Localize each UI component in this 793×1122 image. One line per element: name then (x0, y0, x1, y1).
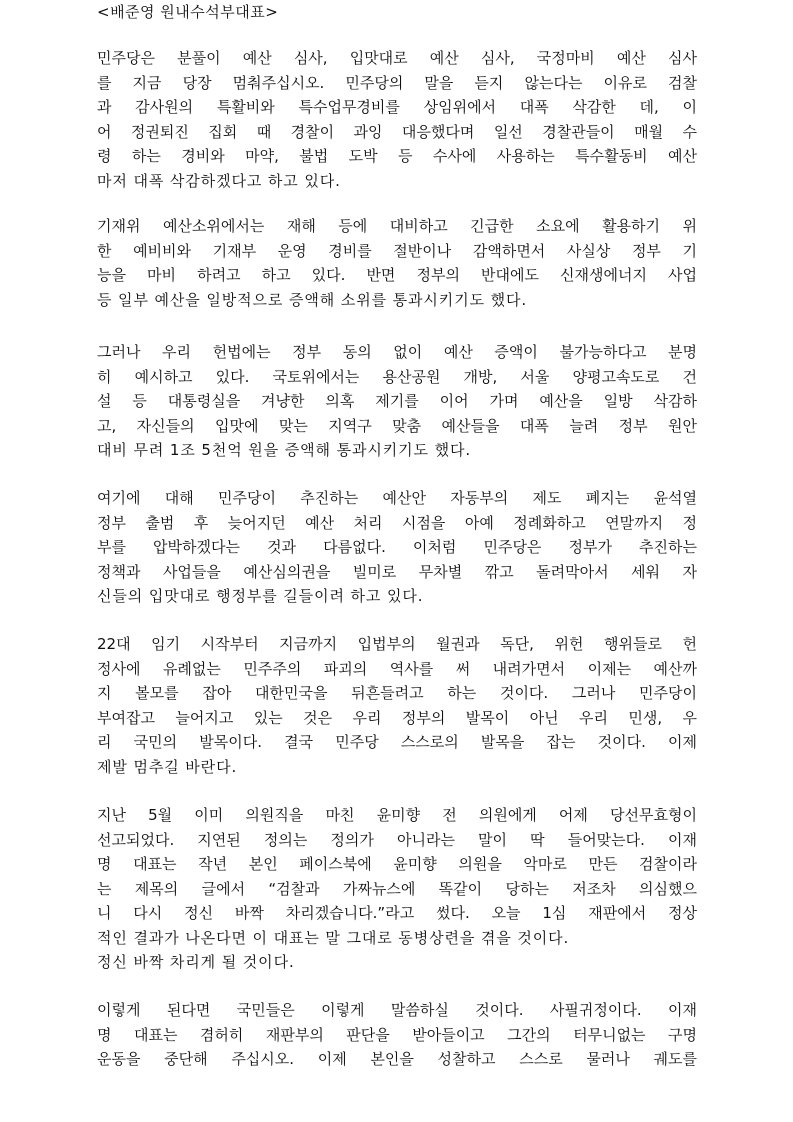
paragraph-5 (97, 632, 697, 779)
paragraph-line: 과 감사원의 특활비와 특수업무경비를 상임위에서 대폭 삭감한 데, 이 (97, 98, 697, 116)
paragraph-line: 기재위 예산소위에서는 재해 등에 대비하고 긴급한 소요에 활용하기 위 (97, 217, 697, 235)
paragraph-line: 정부 출범 후 늦어지던 예산 처리 시점을 아예 정례화하고 연말까지 정 (97, 513, 697, 532)
paragraph-line: 지 볼모를 잡아 대한민국을 뒤흔들려고 하는 것이다. 그러나 민주당이 (97, 684, 697, 702)
paragraph-line: 부를 압박하겠다는 것과 다름없다. 이처럼 민주당은 정부가 추진하는 (97, 538, 697, 556)
paragraph-3 (97, 340, 697, 463)
paragraph-line: 명 대표는 작년 본인 페이스북에 윤미향 의원을 악마로 만든 검찰이라 (97, 855, 697, 873)
paragraph-line: 정신 바짝 차리게 될 것이다. (97, 953, 295, 971)
paragraph-line: 고, 자신들의 입맛에 맞는 지역구 맞춤 예산들을 대폭 늘려 정부 원안 (97, 416, 697, 435)
paragraph-line: 지난 5월 이미 의원직을 마친 윤미향 전 의원에게 어제 당선무효형이 (97, 806, 697, 824)
paragraph-line: 22대 임기 시작부터 지금까지 입법부의 월권과 독단, 위헌 행위들로 헌 (97, 635, 697, 653)
paragraph-line: 대비 무려 1조 5천억 원을 증액해 통과시키기도 했다. (97, 441, 472, 459)
paragraph-line: 그러나 우리 헌법에는 정부 동의 없이 예산 증액이 불가능하다고 분명 (97, 343, 697, 361)
paragraph-line: 적인 결과가 나온다면 이 대표는 말 그대로 동병상련을 겪을 것이다. (97, 928, 570, 947)
paragraph-line: 한 예비비와 기재부 운영 경비를 절반이나 감액하면서 사실상 정부 기 (97, 241, 697, 260)
paragraph-line: 제발 멈추길 바란다. (97, 757, 238, 776)
paragraph-line: 어 정권퇴진 집회 때 경찰이 과잉 대응했다며 일선 경찰관들이 매월 수 (97, 122, 697, 141)
paragraph-7 (97, 998, 697, 1072)
paragraph-line: 는 제목의 글에서 “검찰과 가짜뉴스에 똑같이 당하는 저조차 의심했으 (97, 879, 697, 898)
paragraph-line: 를 지금 당장 멈춰주십시오. 민주당의 말을 듣지 않는다는 이유로 검찰 (97, 73, 697, 92)
paragraph-line: 히 예시하고 있다. 국토위에서는 용산공원 개방, 서울 양평고속도로 건 (97, 367, 697, 386)
paragraph-6 (97, 803, 697, 975)
paragraph-line: 정책과 사업들을 예산심의권을 빌미로 무차별 깎고 돌려막아서 세워 자 (97, 562, 697, 581)
paragraph-line: 마저 대폭 삭감하겠다고 하고 있다. (97, 171, 341, 190)
paragraph-4 (97, 486, 697, 609)
paragraph-line: 능을 마비 하려고 하고 있다. 반면 정부의 반대에도 신재생에너지 사업 (97, 266, 697, 284)
paragraph-line: 령 하는 경비와 마약, 불법 도박 등 수사에 사용하는 특수활동비 예산 (97, 147, 697, 165)
paragraph-line: 이렇게 된다면 국민들은 이렇게 말씀하실 것이다. 사필귀정이다. 이재 (97, 1001, 697, 1019)
paragraph-line: 선고되었다. 지연된 정의는 정의가 아니라는 말이 딱 들어맞는다. 이재 (97, 830, 697, 849)
paragraph-line: 운동을 중단해 주십시오. 이제 본인을 성찰하고 스스로 물러나 궤도를 (97, 1050, 697, 1068)
paragraph-line: 정사에 유례없는 민주주의 파괴의 역사를 써 내려가면서 이제는 예산까 (97, 659, 697, 678)
paragraph-line: 등 일부 예산을 일방적으로 증액해 소위를 통과시키기도 했다. (97, 290, 528, 309)
paragraph-line: 민주당은 분풀이 예산 심사, 입맛대로 예산 심사, 국정마비 예산 심사 (97, 49, 697, 67)
paragraph-line: 설 등 대통령실을 겨냥한 의혹 제기를 이어 가며 예산을 일방 삭감하 (97, 392, 697, 410)
paragraph-1 (97, 46, 697, 193)
paragraph-line: 리 국민의 발목이다. 결국 민주당 스스로의 발목을 잡는 것이다. 이제 (97, 733, 697, 751)
paragraph-line: 여기에 대해 민주당이 추진하는 예산안 자동부의 제도 폐지는 윤석열 (97, 489, 697, 507)
paragraph-line: 신들의 입맛대로 행정부를 길들이려 하고 있다. (97, 587, 424, 605)
paragraph-line: 부여잡고 늘어지고 있는 것은 우리 정부의 발목이 아닌 우리 민생, 우 (97, 708, 697, 727)
speaker-heading: <배준영 원내수석부대표> (97, 3, 279, 21)
paragraph-2 (97, 214, 697, 312)
paragraph-line: 니 다시 정신 바짝 차리겠습니다.”라고 썼다. 오늘 1심 재판에서 정상 (97, 904, 697, 922)
paragraph-line: 명 대표는 겸허히 재판부의 판단을 받아들이고 그간의 터무니없는 구명 (97, 1025, 697, 1044)
